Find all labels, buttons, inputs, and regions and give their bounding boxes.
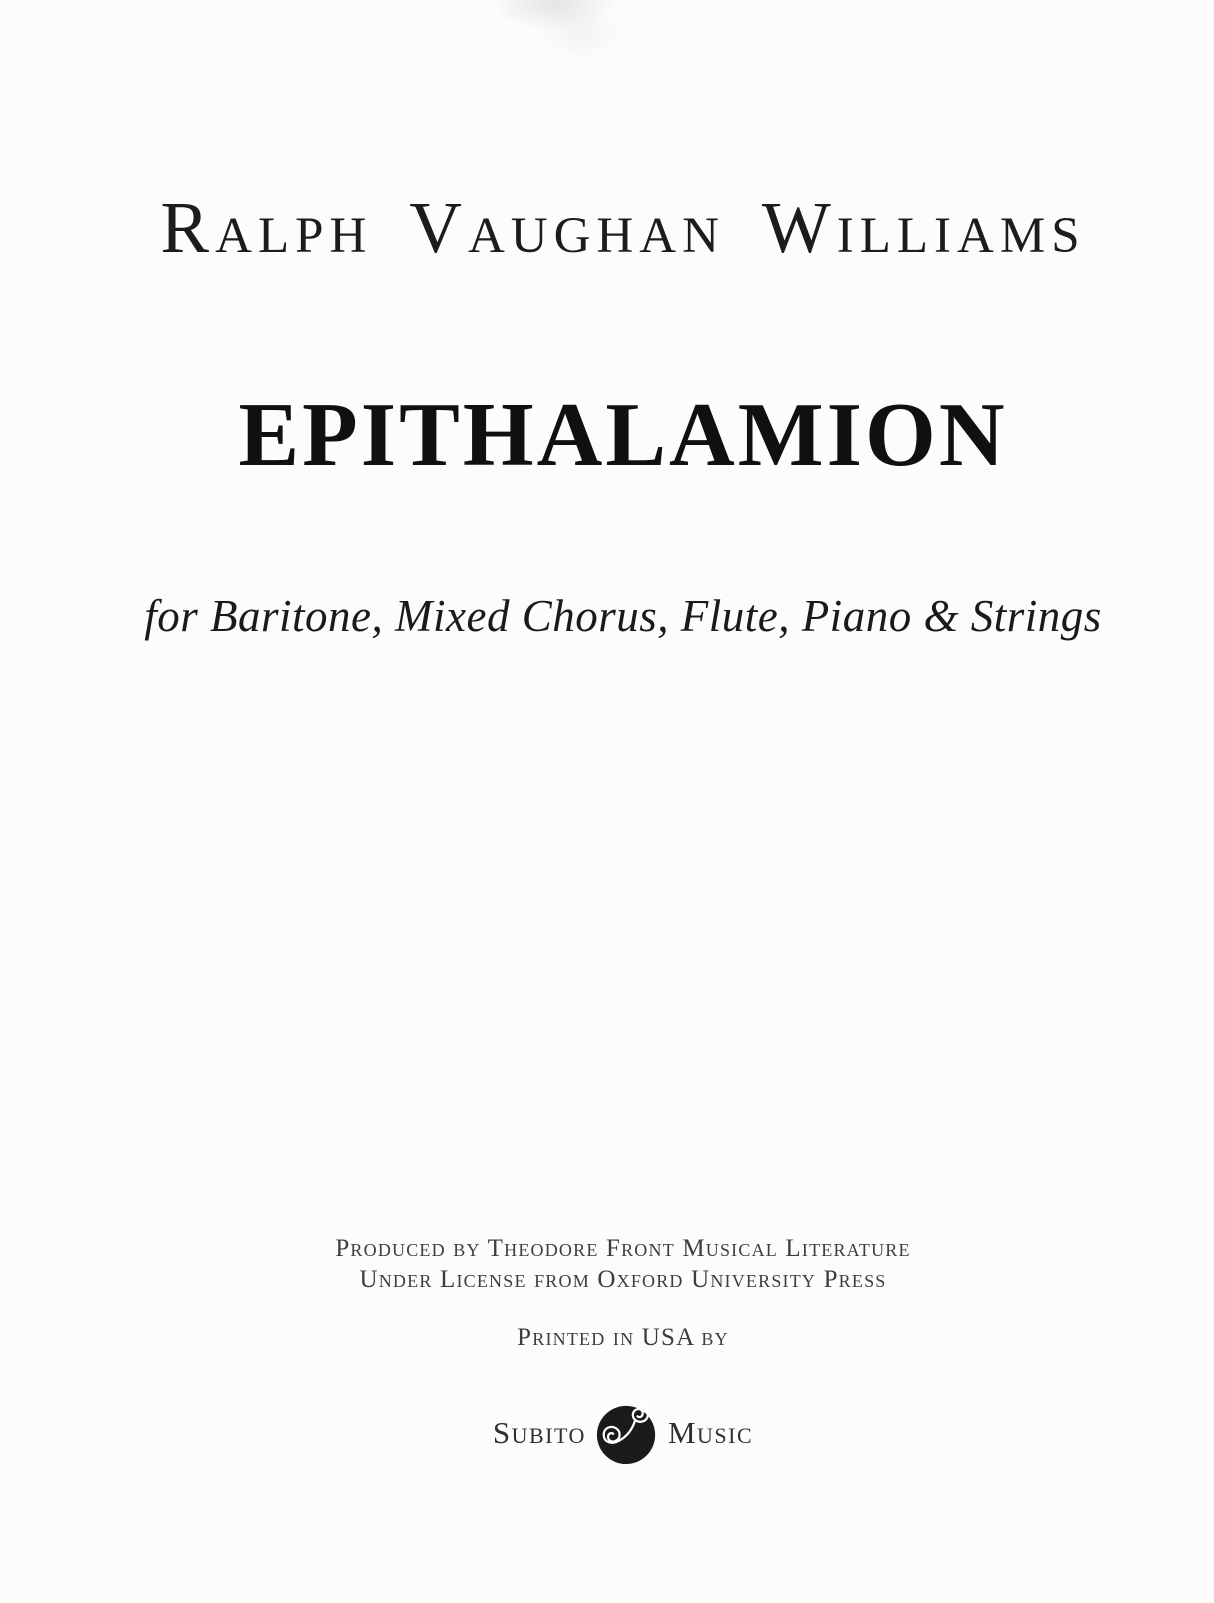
publisher-logo (16, 1401, 1214, 1465)
publisher-name-subito: Subito (492, 1415, 586, 1450)
title-page-content (16, 0, 1214, 1603)
publisher-name-music: Music (667, 1415, 754, 1450)
work-subtitle: for Baritone, Mixed Chorus, Flute, Piano & Strings (144, 591, 1102, 641)
license-credit-line: Under License from Oxford University Press (359, 1266, 887, 1293)
work-title: EPITHALAMION (238, 384, 1008, 485)
produced-credit-line: Produced by Theodore Front Musical Literature (335, 1235, 911, 1262)
subito-s-swirl-icon (595, 1400, 659, 1466)
credits-block (16, 1233, 1214, 1295)
printed-in-usa-line: Printed in USA by (517, 1324, 729, 1351)
composer-name: Ralph Vaughan Williams (160, 187, 1086, 268)
